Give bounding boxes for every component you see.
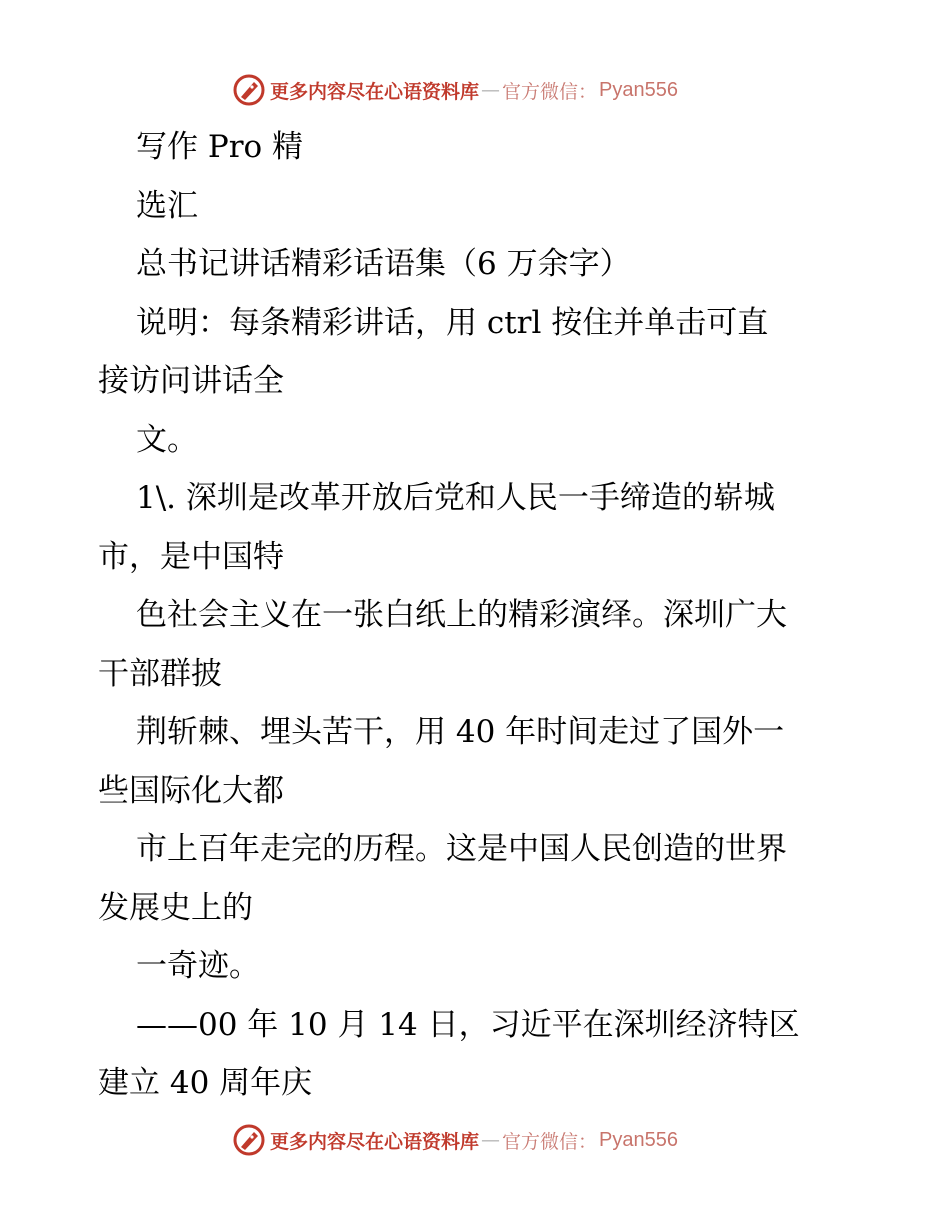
text-line: 建立 40 周年庆 bbox=[98, 1065, 313, 1101]
text-line: 选汇 bbox=[136, 187, 198, 224]
pen-nib-logo-icon bbox=[232, 1123, 266, 1157]
text-line: 市上百年走完的历程。这是中国人民创造的世界 bbox=[136, 831, 787, 867]
header-separator: — bbox=[481, 79, 501, 101]
pen-nib-logo-icon bbox=[232, 73, 266, 107]
text-line: 荆斩棘、埋头苦干，用 40 年时间走过了国外一 bbox=[136, 714, 785, 750]
footer-banner bbox=[232, 1122, 678, 1158]
footer-official-label: 官方微信： bbox=[502, 1130, 598, 1153]
text-line: 发展史上的 bbox=[98, 889, 253, 926]
text-line: 说明：每条精彩讲话，用 ctrl 按住并单击可直 bbox=[136, 304, 769, 341]
text-line: 文。 bbox=[136, 421, 198, 458]
footer-wechat-id: Pyan556 bbox=[599, 1128, 678, 1151]
header-site-name: 更多内容尽在心语资料库 bbox=[270, 80, 480, 103]
text-line: 一奇迹。 bbox=[136, 948, 260, 984]
footer-separator: — bbox=[481, 1129, 501, 1151]
document-body bbox=[98, 118, 858, 1113]
text-line: ——00 年 10 月 14 日，习近平在深圳经济特区 bbox=[136, 1006, 800, 1043]
text-line: 接访问讲话全 bbox=[98, 363, 284, 399]
text-line: 些国际化大都 bbox=[98, 772, 284, 809]
text-line: 写作 Pro 精 bbox=[136, 129, 304, 165]
text-line: 总书记讲话精彩话语集（6 万余字） bbox=[136, 246, 631, 282]
footer-site-name: 更多内容尽在心语资料库 bbox=[270, 1130, 480, 1153]
text-line: 干部群披 bbox=[98, 655, 222, 692]
header-official-label: 官方微信： bbox=[502, 80, 598, 103]
text-line: 市，是中国特 bbox=[98, 538, 284, 575]
text-line: 色社会主义在一张白纸上的精彩演绎。深圳广大 bbox=[136, 597, 787, 633]
header-banner bbox=[232, 72, 678, 108]
header-wechat-id: Pyan556 bbox=[599, 78, 678, 101]
text-line: 1\. 深圳是改革开放后党和人民一手缔造的崭城 bbox=[136, 480, 775, 516]
